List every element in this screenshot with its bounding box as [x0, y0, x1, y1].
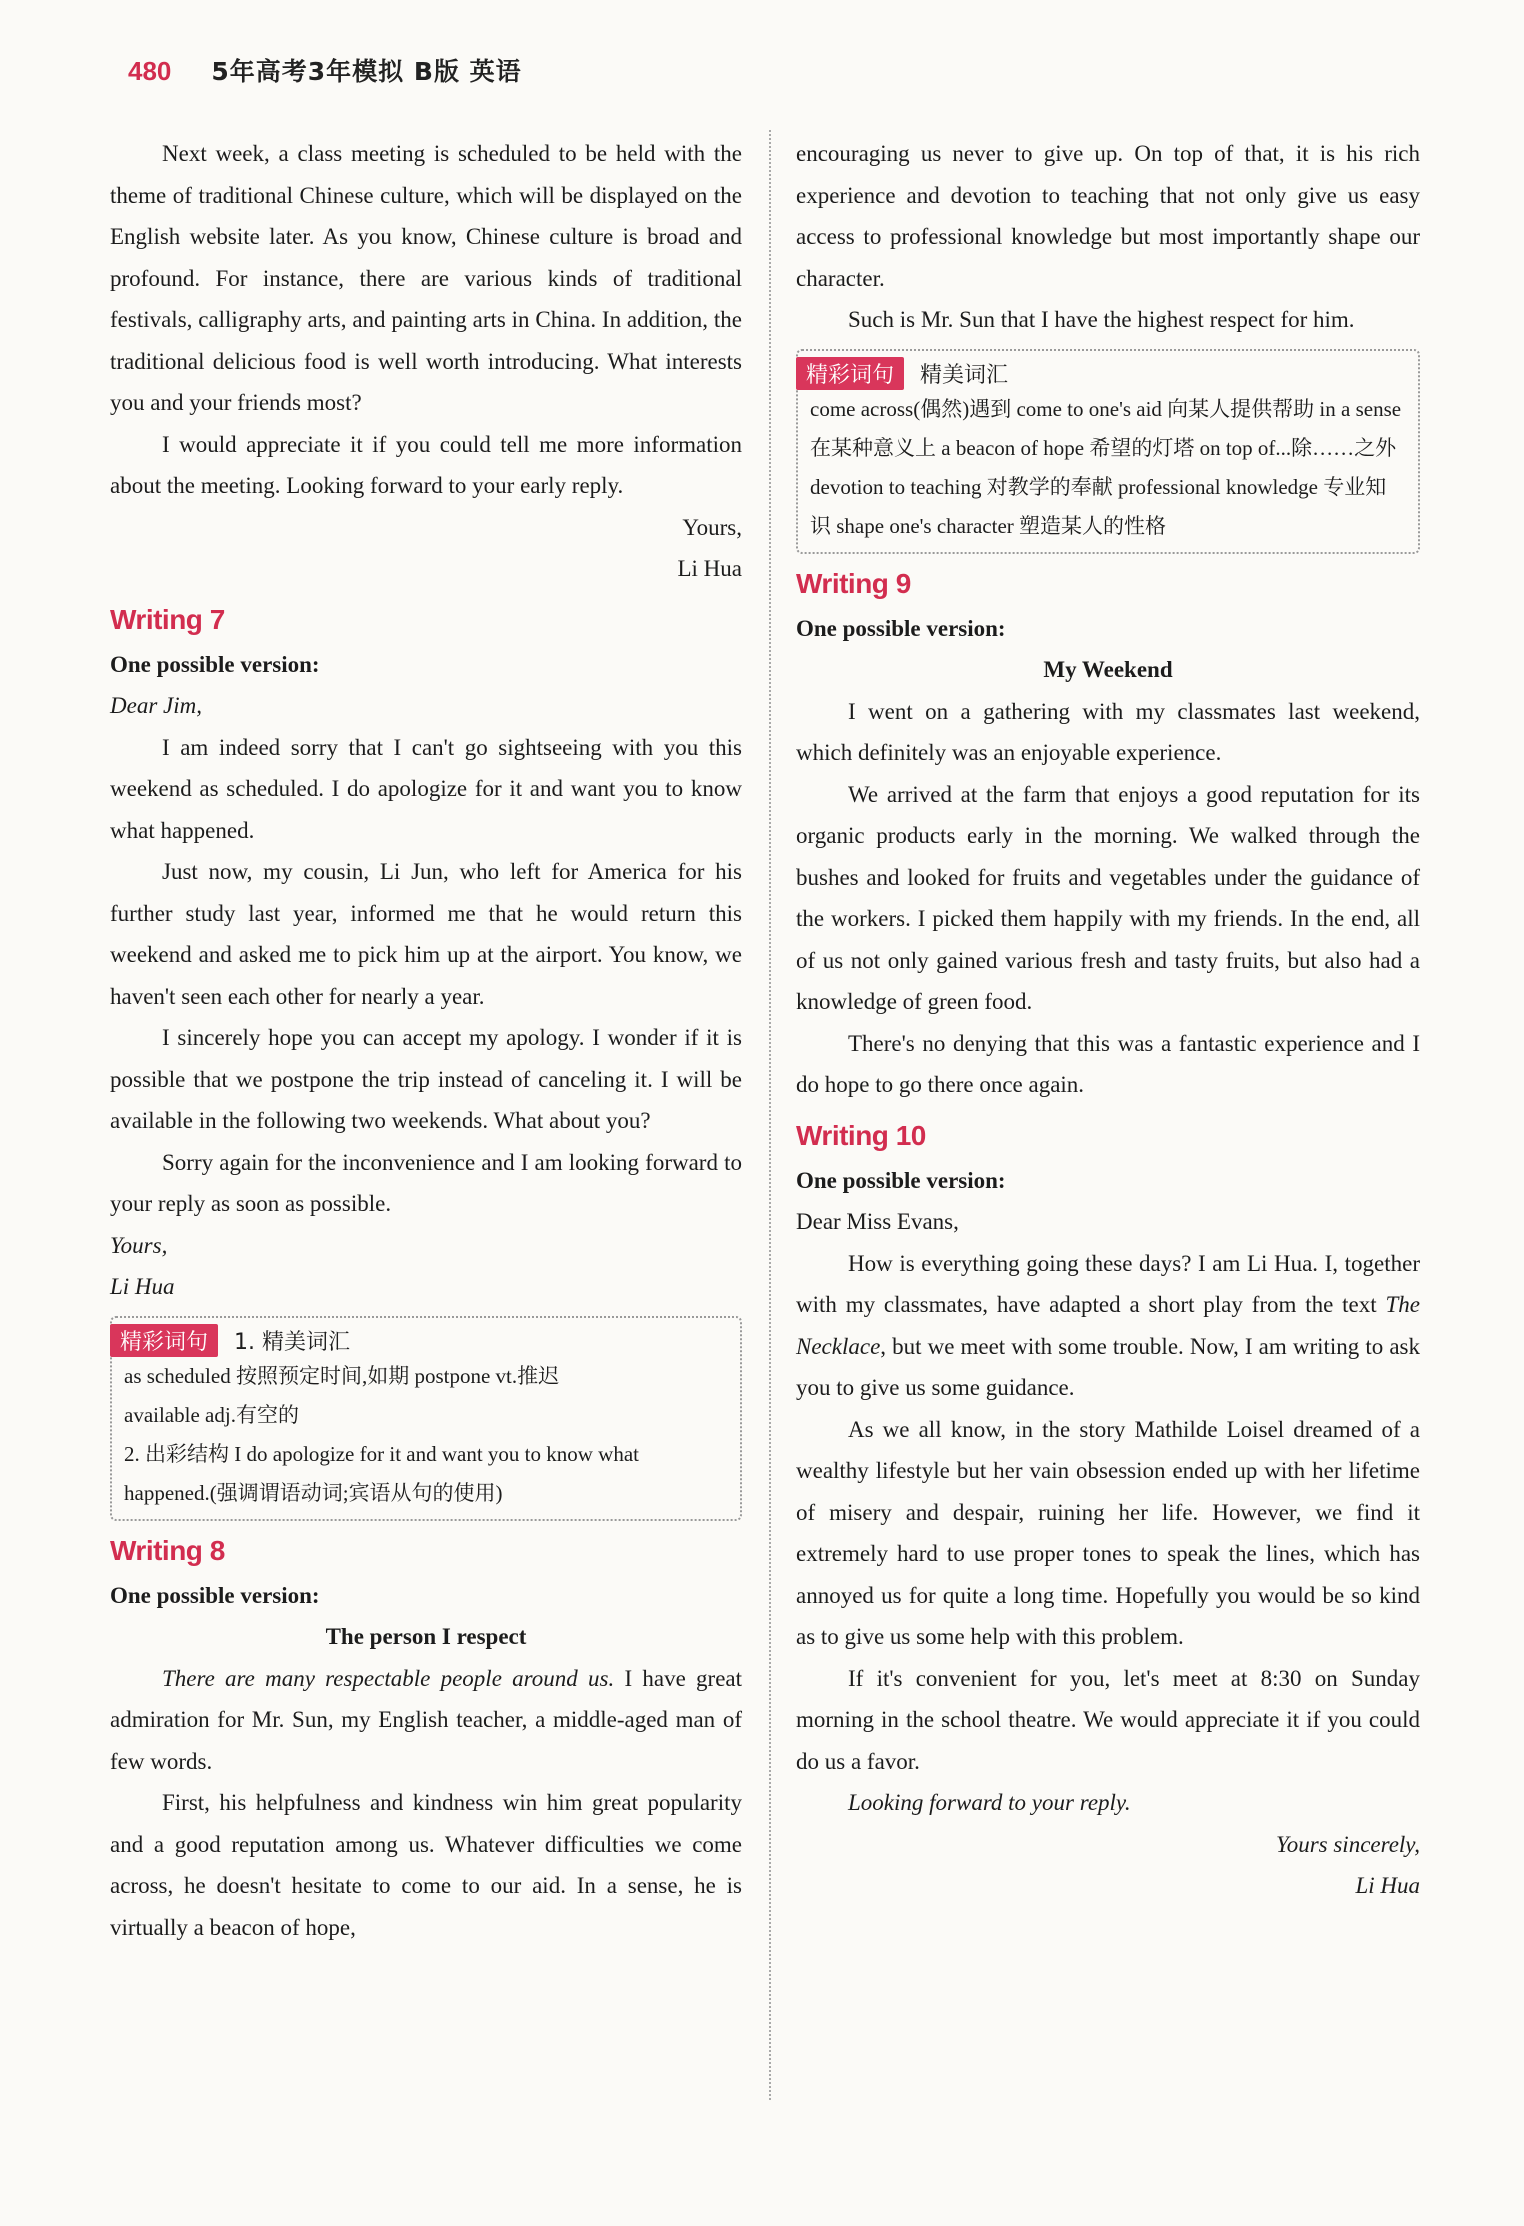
- writing-7-paragraph-2: Just now, my cousin, Li Jun, who left for America for his further study last year, informed me that he would return this weekend and asked me to pick him up at the airport. You know, we haven't seen each other for nearly a year.: [110, 859, 742, 1009]
- writing-8-paragraph-2: First, his helpfulness and kindness win him great popularity and a good reputation among us. Whatever difficulties we come across, he doesn't hesitate to come to our aid. In a sense, he is virtually a beacon of hope,: [110, 1790, 742, 1940]
- writing-10-p1-start: How is everything going these days? I am Li Hua. I, together with my classmates, have adapted a short play from the text: [796, 1250, 1420, 1317]
- right-column: [796, 133, 1420, 1907]
- writing-8-paragraph-1: [110, 1658, 742, 1783]
- intro-paragraph-1: Next week, a class meeting is scheduled to be held with the theme of traditional Chinese culture, which will be displayed on the English website later. As you know, Chinese culture is broad and profound. For instance, there are various kinds of traditional festivals, calligraphy arts, and painting arts in China. In addition, the traditional delicious food is well worth introducing. What interests you and your friends most?: [110, 141, 742, 415]
- writing-9-paragraph-3: There's no denying that this was a fantastic experience and I do hope to go there once again.: [796, 1030, 1420, 1097]
- writing-9-heading: My Weekend: [1043, 657, 1173, 682]
- writing-7-title: Writing 7: [110, 603, 225, 635]
- writing-10-title: Writing 10: [796, 1119, 926, 1151]
- left-column: [110, 133, 742, 1948]
- vocab-text: come across(偶然)遇到 come to one's aid 向某人提供帮助 in a sense 在某种意义上 a beacon of hope 希望的灯塔 on top of...除……之外 devotion to teaching 对教学的奉献 professional knowledge 专业知识 shape one's character 塑造某人的性格: [810, 396, 1402, 538]
- writing-8-italic-opening: There are many respectable people around us.: [162, 1665, 615, 1691]
- writing-7-closing: Yours,: [110, 1232, 168, 1258]
- vocab-line-1: as scheduled 按照预定时间,如期 postpone vt.推迟: [124, 1363, 560, 1388]
- writing-9-title: Writing 9: [796, 567, 911, 599]
- vocab-line-3: 2. 出彩结构 I do apologize for it and want you to know what happened.(强调谓语动词;宾语从句的使用): [124, 1441, 639, 1505]
- vocab-heading: 精美词汇: [920, 362, 1009, 388]
- story-title: The Necklace: [796, 1292, 1420, 1359]
- intro-signature: Li Hua: [677, 556, 742, 581]
- writing-7-greeting: Dear Jim,: [110, 693, 202, 718]
- vocab-line-2: available adj.有空的: [124, 1402, 299, 1427]
- writing-8-vocab-box: [796, 349, 1420, 554]
- writing-10-paragraph-1: [796, 1243, 1420, 1409]
- column-divider: [769, 130, 771, 2100]
- writing-7-vocab-box: [110, 1316, 742, 1521]
- vocab-badge: 精彩词句: [110, 1324, 218, 1357]
- writing-9-paragraph-1: I went on a gathering with my classmates last weekend, which definitely was an enjoyable experience.: [796, 698, 1420, 765]
- writing-8-paragraph-1-rest: I have great admiration for Mr. Sun, my English teacher, a middle-aged man of few words.: [110, 1665, 742, 1774]
- writing-7-paragraph-4: Sorry again for the inconvenience and I am looking forward to your reply as soon as possible.: [110, 1149, 742, 1216]
- writing-8-version-label: One possible version:: [110, 1582, 320, 1608]
- writing-7-paragraph-3: I sincerely hope you can accept my apology. I wonder if it is possible that we postpone the trip instead of canceling it. I will be available in the following two weekends. What about you?: [110, 1025, 742, 1133]
- writing-7-paragraph-1: I am indeed sorry that I can't go sightseeing with you this weekend as scheduled. I do apologize for it and want you to know what happened.: [110, 734, 742, 843]
- writing-9-version-label: One possible version:: [796, 615, 1006, 641]
- writing-10-paragraph-2: As we all know, in the story Mathilde Loisel dreamed of a wealthy lifestyle but her vain obsession ended up with her lifetime of misery and despair, ruining her life. However, we find it extremely hard to use proper tones to speak the lines, which has annoyed us for quite a long time. Hopefully you would be so kind as to give us some help with this problem.: [796, 1416, 1420, 1649]
- writing-10-paragraph-3: If it's convenient for you, let's meet at 8:30 on Sunday morning in the school theatre. We would appreciate it if you could do us a favor.: [796, 1665, 1420, 1774]
- writing-10-paragraph-4: Looking forward to your reply.: [848, 1790, 1131, 1815]
- writing-10-signature: Li Hua: [1355, 1873, 1420, 1898]
- writing-8-heading: The person I respect: [325, 1624, 527, 1649]
- writing-7-signature: Li Hua: [110, 1274, 175, 1299]
- intro-closing: Yours,: [682, 514, 742, 540]
- writing-8-paragraph-3: Such is Mr. Sun that I have the highest respect for him.: [848, 307, 1355, 332]
- intro-paragraph-2: I would appreciate it if you could tell me more information about the meeting. Looking forward to your early reply.: [110, 431, 742, 498]
- writing-7-version-label: One possible version:: [110, 651, 320, 677]
- writing-10-version-label: One possible version:: [796, 1167, 1006, 1193]
- writing-9-paragraph-2: We arrived at the farm that enjoys a good reputation for its organic products early in the morning. We walked through the bushes and looked for fruits and vegetables under the guidance of the workers. I picked them happily with my friends. In the end, all of us not only gained various fresh and tasty fruits, but also had a knowledge of green food.: [796, 781, 1420, 1014]
- page-header: [128, 52, 522, 92]
- book-title: 5年高考3年模拟 B版 英语: [211, 57, 522, 86]
- vocab-badge: 精彩词句: [796, 357, 904, 390]
- writing-8-continuation: encouraging us never to give up. On top of that, it is his rich experience and devotion to teaching that not only give us easy access to professional knowledge but most importantly shape our character.: [796, 141, 1420, 291]
- writing-10-p1-end: , but we meet with some trouble. Now, I am writing to ask you to give us some guidance.: [796, 1333, 1420, 1400]
- page-number: 480: [128, 56, 172, 86]
- writing-10-closing: Yours sincerely,: [1276, 1831, 1420, 1857]
- writing-8-title: Writing 8: [110, 1534, 225, 1566]
- writing-10-greeting: Dear Miss Evans,: [796, 1209, 959, 1234]
- vocab-heading: 1. 精美词汇: [234, 1329, 350, 1355]
